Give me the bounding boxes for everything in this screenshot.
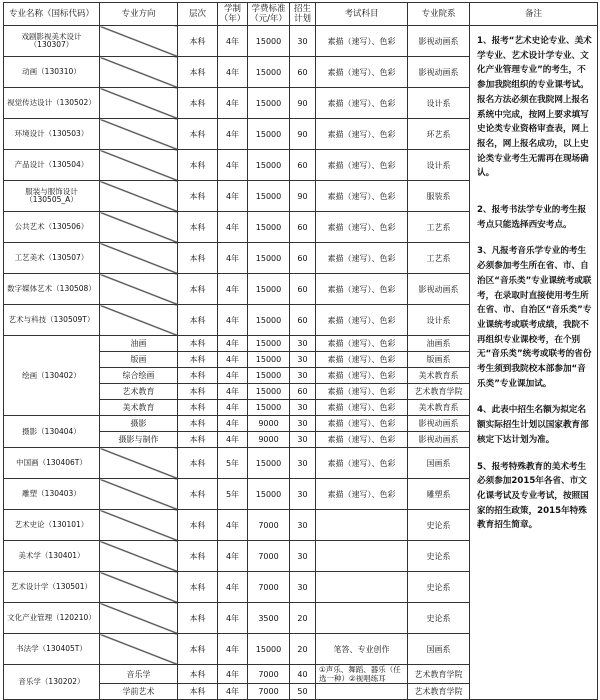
dept-cell: 环艺系 — [408, 119, 470, 150]
direction-cell: 版画 — [100, 352, 178, 368]
years-cell: 4年 — [218, 572, 248, 603]
plan-cell: 90 — [290, 181, 316, 212]
years-cell: 4年 — [218, 274, 248, 305]
fee-cell: 15000 — [248, 352, 290, 368]
exam-cell: 素描（速写）、色彩 — [316, 212, 408, 243]
level-cell: 本科 — [178, 448, 218, 479]
years-cell: 4年 — [218, 305, 248, 336]
level-cell: 本科 — [178, 416, 218, 432]
years-cell: 4年 — [218, 432, 248, 448]
admission-table — [3, 2, 598, 700]
header-cell: 专业方向 — [100, 3, 178, 26]
dept-cell: 设计系 — [408, 88, 470, 119]
years-cell: 4年 — [218, 603, 248, 634]
major-name-cell: 音乐学（130202） — [4, 665, 100, 700]
plan-cell: 30 — [290, 510, 316, 541]
direction-cell — [100, 603, 178, 634]
exam-cell: 素描（速写）、色彩 — [316, 181, 408, 212]
years-cell: 4年 — [218, 665, 248, 684]
exam-cell: 素描（速写）、色彩 — [316, 368, 408, 384]
level-cell: 本科 — [178, 684, 218, 700]
dept-cell: 艺术教育学院 — [408, 665, 470, 684]
plan-cell: 30 — [290, 432, 316, 448]
plan-cell: 20 — [290, 603, 316, 634]
major-name-cell: 环境设计（130503） — [4, 119, 100, 150]
plan-cell: 60 — [290, 57, 316, 88]
direction-cell — [100, 119, 178, 150]
fee-cell: 15000 — [248, 119, 290, 150]
major-name-cell: 视觉传达设计（130502） — [4, 88, 100, 119]
level-cell: 本科 — [178, 384, 218, 400]
exam-cell: 素描（速写）、色彩 — [316, 274, 408, 305]
dept-cell: 史论系 — [408, 572, 470, 603]
plan-cell: 60 — [290, 243, 316, 274]
fee-cell: 15000 — [248, 448, 290, 479]
level-cell: 本科 — [178, 119, 218, 150]
dept-cell: 设计系 — [408, 305, 470, 336]
direction-cell — [100, 212, 178, 243]
fee-cell: 3500 — [248, 603, 290, 634]
plan-cell: 30 — [290, 26, 316, 57]
dept-cell: 影视动画系 — [408, 26, 470, 57]
years-cell: 4年 — [218, 384, 248, 400]
exam-cell: 素描（速写）、色彩 — [316, 352, 408, 368]
fee-cell: 7000 — [248, 510, 290, 541]
header-cell: 招生计划 — [290, 3, 316, 26]
level-cell: 本科 — [178, 150, 218, 181]
plan-cell: 40 — [290, 665, 316, 684]
exam-cell — [316, 684, 408, 700]
years-cell: 4年 — [218, 26, 248, 57]
fee-cell: 15000 — [248, 634, 290, 665]
dept-cell: 服装系 — [408, 181, 470, 212]
direction-cell — [100, 274, 178, 305]
plan-cell: 30 — [290, 416, 316, 432]
remark-paragraph: 1、报考“艺术史论专业、美术学专业、艺术设计学专业、文化产业管理专业”的考生，不参加我院组织的专业课考试。报名方法必须在我院网上报名系统中完成，按网上要求填写史论类专业资格审查表，网上报名，网上报名成功，以上史论类专业考生无需再在现场确认。 — [477, 36, 592, 179]
dept-cell: 美术教育系 — [408, 400, 470, 416]
header-cell: 考试科目 — [316, 3, 408, 26]
fee-cell: 9000 — [248, 416, 290, 432]
plan-cell: 50 — [290, 684, 316, 700]
fee-cell: 7000 — [248, 572, 290, 603]
dept-cell: 史论系 — [408, 541, 470, 572]
level-cell: 本科 — [178, 479, 218, 510]
major-name-cell: 动画（130310） — [4, 57, 100, 88]
plan-cell: 60 — [290, 305, 316, 336]
remark-paragraph: 5、报考特殊教育的美术考生必须参加2015年各省、市文化课考试及专业考试，按照国家的招生政策，2015年特殊教育招生简章。 — [477, 461, 589, 531]
fee-cell: 15000 — [248, 88, 290, 119]
dept-cell: 工艺系 — [408, 212, 470, 243]
major-name-cell: 美术学（130401） — [4, 541, 100, 572]
level-cell: 本科 — [178, 26, 218, 57]
dept-cell: 设计系 — [408, 150, 470, 181]
fee-cell: 15000 — [248, 181, 290, 212]
major-name-cell: 绘画（130402） — [4, 336, 100, 416]
major-name-cell: 工艺美术（130507） — [4, 243, 100, 274]
dept-cell: 史论系 — [408, 510, 470, 541]
fee-cell: 7000 — [248, 541, 290, 572]
direction-cell: 综合绘画 — [100, 368, 178, 384]
fee-cell: 15000 — [248, 368, 290, 384]
direction-cell — [100, 57, 178, 88]
direction-cell — [100, 305, 178, 336]
exam-cell: ①声乐、舞蹈、器乐（任选一种）②视唱练耳 — [316, 665, 408, 684]
exam-cell: 素描（速写）、色彩 — [316, 119, 408, 150]
dept-cell: 国画系 — [408, 634, 470, 665]
exam-cell: 素描（速写）、色彩 — [316, 384, 408, 400]
dept-cell: 油画系 — [408, 336, 470, 352]
level-cell: 本科 — [178, 400, 218, 416]
years-cell: 4年 — [218, 684, 248, 700]
major-name-cell: 书法学（130405T） — [4, 634, 100, 665]
fee-cell: 15000 — [248, 57, 290, 88]
exam-cell: 素描（速写）、色彩 — [316, 150, 408, 181]
remarks-cell — [470, 26, 598, 700]
level-cell: 本科 — [178, 541, 218, 572]
remark-paragraph: 2、报考书法学专业的考生报考点只能选择西安考点。 — [477, 205, 587, 230]
exam-cell — [316, 541, 408, 572]
years-cell: 4年 — [218, 634, 248, 665]
level-cell: 本科 — [178, 305, 218, 336]
fee-cell: 15000 — [248, 274, 290, 305]
fee-cell: 15000 — [248, 212, 290, 243]
level-cell: 本科 — [178, 57, 218, 88]
direction-cell — [100, 26, 178, 57]
dept-cell: 国画系 — [408, 448, 470, 479]
plan-cell: 60 — [290, 150, 316, 181]
dept-cell: 艺术教育学院 — [408, 384, 470, 400]
exam-cell: 素描（速写）、色彩 — [316, 479, 408, 510]
header-cell: 层次 — [178, 3, 218, 26]
years-cell: 5年 — [218, 479, 248, 510]
major-name-cell: 数字媒体艺术（130508） — [4, 274, 100, 305]
dept-cell: 工艺系 — [408, 243, 470, 274]
header-row — [4, 3, 598, 26]
exam-cell: 素描（速写）、色彩 — [316, 336, 408, 352]
dept-cell: 史论系 — [408, 603, 470, 634]
dept-cell: 影视动画系 — [408, 416, 470, 432]
major-name-cell: 产品设计（130504） — [4, 150, 100, 181]
level-cell: 本科 — [178, 352, 218, 368]
exam-cell: 素描（速写）、色彩 — [316, 26, 408, 57]
dept-cell: 版画系 — [408, 352, 470, 368]
dept-cell: 影视动画系 — [408, 432, 470, 448]
exam-cell — [316, 603, 408, 634]
fee-cell: 7000 — [248, 684, 290, 700]
direction-cell — [100, 243, 178, 274]
level-cell: 本科 — [178, 572, 218, 603]
plan-cell: 90 — [290, 88, 316, 119]
plan-cell: 90 — [290, 119, 316, 150]
plan-cell: 30 — [290, 572, 316, 603]
major-name-cell: 雕塑（130403） — [4, 479, 100, 510]
fee-cell: 9000 — [248, 432, 290, 448]
years-cell: 5年 — [218, 448, 248, 479]
major-name-cell: 艺术与科技（130509T） — [4, 305, 100, 336]
years-cell: 4年 — [218, 400, 248, 416]
plan-cell: 60 — [290, 384, 316, 400]
years-cell: 4年 — [218, 336, 248, 352]
dept-cell: 雕塑系 — [408, 479, 470, 510]
fee-cell: 15000 — [248, 243, 290, 274]
plan-cell: 30 — [290, 368, 316, 384]
level-cell: 本科 — [178, 243, 218, 274]
level-cell: 本科 — [178, 510, 218, 541]
level-cell: 本科 — [178, 274, 218, 305]
years-cell: 4年 — [218, 352, 248, 368]
major-name-cell: 艺术史论（130101） — [4, 510, 100, 541]
level-cell: 本科 — [178, 88, 218, 119]
exam-cell: 笔答、专业创作 — [316, 634, 408, 665]
fee-cell: 15000 — [248, 305, 290, 336]
years-cell: 4年 — [218, 212, 248, 243]
header-cell: 备注 — [470, 3, 598, 26]
major-name-cell: 戏剧影视美术设计（130307） — [4, 26, 100, 57]
fee-cell: 15000 — [248, 26, 290, 57]
major-name-cell: 文化产业管理（120210） — [4, 603, 100, 634]
header-cell: 学费标准（元/年） — [248, 3, 290, 26]
years-cell: 4年 — [218, 150, 248, 181]
direction-cell: 美术教育 — [100, 400, 178, 416]
years-cell: 4年 — [218, 416, 248, 432]
direction-cell — [100, 88, 178, 119]
years-cell: 4年 — [218, 541, 248, 572]
fee-cell: 7000 — [248, 665, 290, 684]
level-cell: 本科 — [178, 212, 218, 243]
header-cell: 专业院系 — [408, 3, 470, 26]
major-name-cell: 中国画（130406T） — [4, 448, 100, 479]
major-name-cell: 摄影（130404） — [4, 416, 100, 448]
level-cell: 本科 — [178, 665, 218, 684]
major-name-cell: 艺术设计学（130501） — [4, 572, 100, 603]
direction-cell — [100, 634, 178, 665]
direction-cell: 摄影与制作 — [100, 432, 178, 448]
exam-cell: 素描（速写）、色彩 — [316, 416, 408, 432]
direction-cell: 音乐学 — [100, 665, 178, 684]
direction-cell — [100, 541, 178, 572]
level-cell: 本科 — [178, 432, 218, 448]
fee-cell: 15000 — [248, 384, 290, 400]
dept-cell: 影视动画系 — [408, 274, 470, 305]
years-cell: 4年 — [218, 119, 248, 150]
fee-cell: 15000 — [248, 336, 290, 352]
table-body — [4, 3, 598, 700]
years-cell: 4年 — [218, 368, 248, 384]
major-name-cell: 服装与服饰设计（130505_A） — [4, 181, 100, 212]
exam-cell — [316, 510, 408, 541]
plan-cell: 60 — [290, 274, 316, 305]
direction-cell — [100, 181, 178, 212]
direction-cell — [100, 572, 178, 603]
dept-cell: 艺术教育学院 — [408, 684, 470, 700]
remark-paragraph: 4、此表中招生名额为拟定名额实际招生计划以国家教育部核定下达计划为准。 — [477, 405, 589, 445]
exam-cell: 素描（速写）、色彩 — [316, 88, 408, 119]
direction-cell: 油画 — [100, 336, 178, 352]
exam-cell: 素描（速写）、色彩 — [316, 57, 408, 88]
level-cell: 本科 — [178, 368, 218, 384]
fee-cell: 15000 — [248, 479, 290, 510]
header-cell: 专业名称（国标代码） — [4, 3, 100, 26]
plan-cell: 60 — [290, 212, 316, 243]
level-cell: 本科 — [178, 603, 218, 634]
exam-cell: 素描（速写）、色彩 — [316, 448, 408, 479]
major-name-cell: 公共艺术（130506） — [4, 212, 100, 243]
exam-cell: 素描（速写）、色彩 — [316, 243, 408, 274]
exam-cell: 素描（速写）、色彩 — [316, 305, 408, 336]
fee-cell: 15000 — [248, 150, 290, 181]
exam-cell: 素描（速写）、色彩 — [316, 400, 408, 416]
dept-cell: 美术教育系 — [408, 368, 470, 384]
exam-cell — [316, 572, 408, 603]
plan-cell: 30 — [290, 541, 316, 572]
direction-cell: 学前艺术 — [100, 684, 178, 700]
exam-cell: 素描（速写）、色彩 — [316, 432, 408, 448]
remark-paragraph: 3、凡报考音乐学专业的考生必须参加考生所在省、市、自治区“音乐类”专业课统考或联考，在录取时直接使用考生所在省、市、自治区“音乐类”专业课统考或联考成绩，我院不再组织专业课校考，在个别无“音乐类”统考或联考的省份考生须到我院校本部参加“音乐类”专业课加试。 — [477, 246, 592, 389]
level-cell: 本科 — [178, 634, 218, 665]
direction-cell — [100, 510, 178, 541]
dept-cell: 影视动画系 — [408, 57, 470, 88]
plan-cell: 30 — [290, 400, 316, 416]
years-cell: 4年 — [218, 88, 248, 119]
years-cell: 4年 — [218, 57, 248, 88]
level-cell: 本科 — [178, 181, 218, 212]
header-cell: 学制（年） — [218, 3, 248, 26]
years-cell: 4年 — [218, 181, 248, 212]
plan-cell: 30 — [290, 479, 316, 510]
direction-cell: 艺术教育 — [100, 384, 178, 400]
years-cell: 4年 — [218, 510, 248, 541]
plan-cell: 30 — [290, 352, 316, 368]
plan-cell: 30 — [290, 448, 316, 479]
direction-cell — [100, 150, 178, 181]
direction-cell — [100, 479, 178, 510]
years-cell: 4年 — [218, 243, 248, 274]
plan-cell: 20 — [290, 634, 316, 665]
fee-cell: 15000 — [248, 400, 290, 416]
plan-cell: 30 — [290, 336, 316, 352]
level-cell: 本科 — [178, 336, 218, 352]
direction-cell — [100, 448, 178, 479]
direction-cell: 摄影 — [100, 416, 178, 432]
table-row — [4, 26, 598, 57]
